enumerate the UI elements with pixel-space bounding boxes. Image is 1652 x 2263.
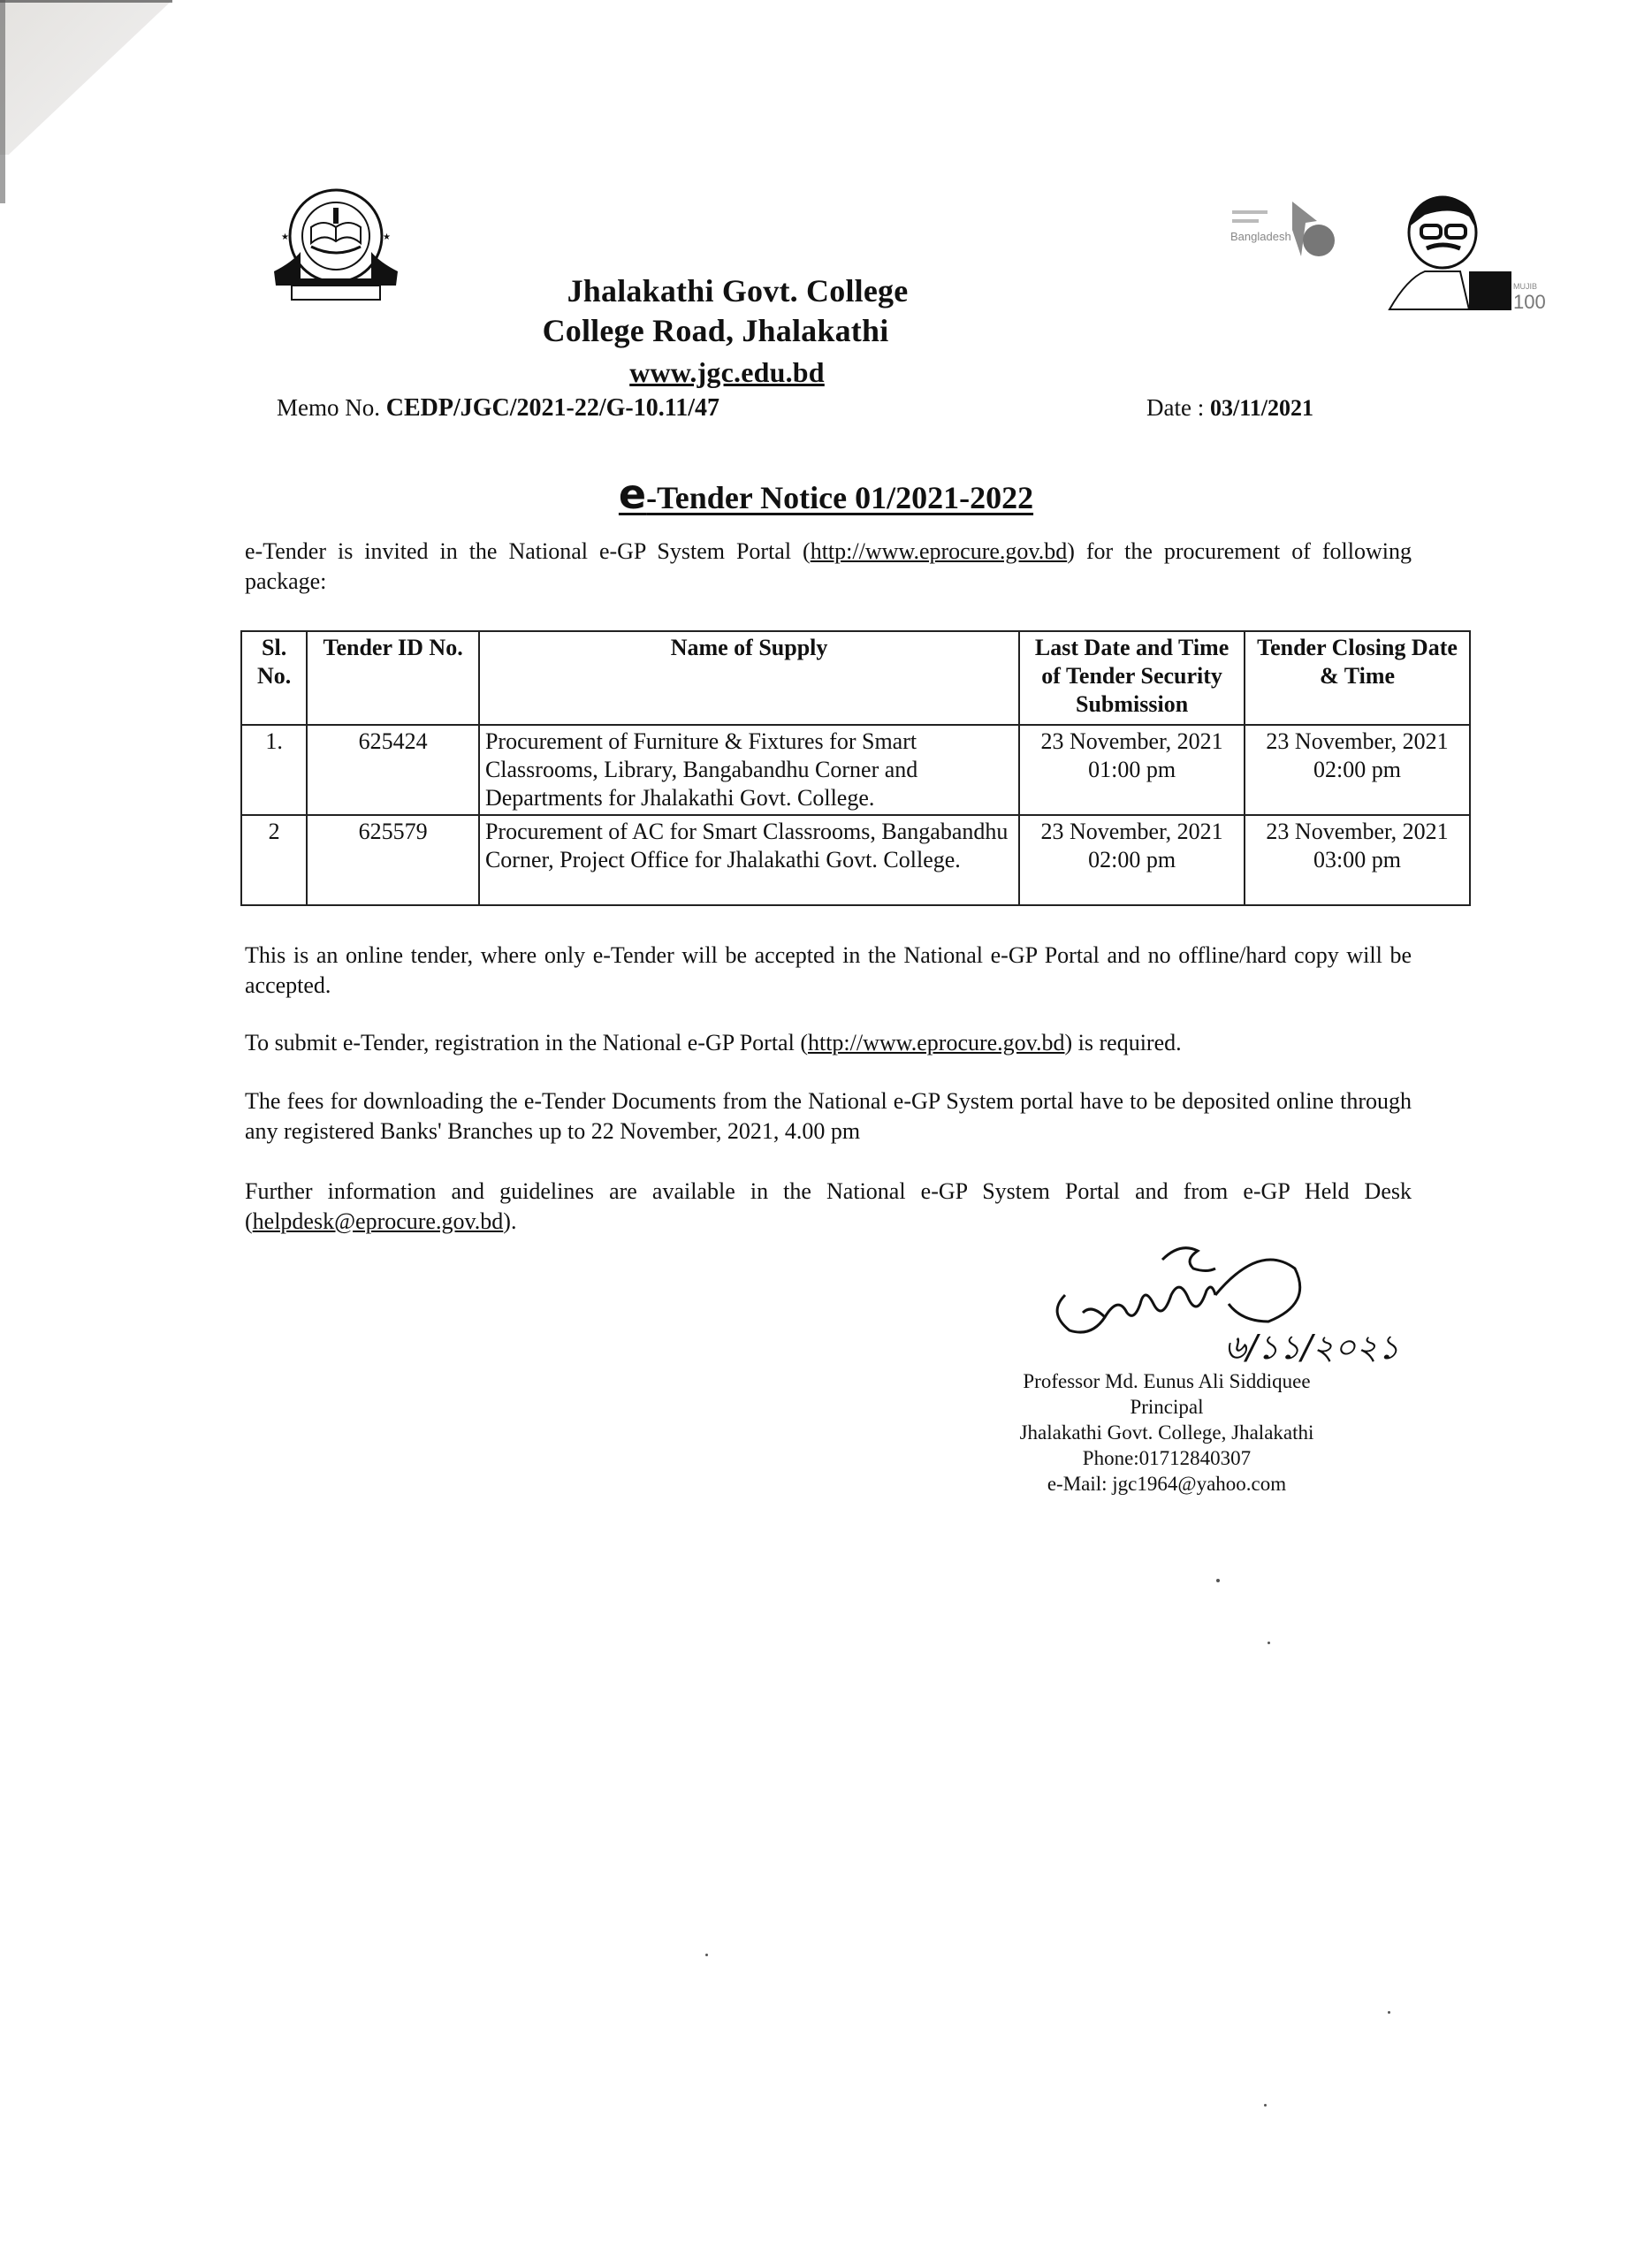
svg-text:★: ★	[383, 232, 391, 242]
bangladesh-logo-text: Bangladesh	[1230, 230, 1291, 243]
header-sl-no: Sl. No.	[241, 631, 307, 725]
cell-tender-id: 625579	[307, 815, 479, 905]
table-row	[241, 815, 1470, 905]
handwritten-date: ৬/১১/২০২১	[1224, 1328, 1400, 1367]
helpdesk-email-link[interactable]: helpdesk@eprocure.gov.bd	[252, 1208, 504, 1234]
scan-edge-left	[0, 0, 5, 203]
cell-name-of-supply: Procurement of Furniture & Fixtures for Smart Classrooms, Library, Bangabandhu Corner and Departments for Jhalakathi Govt. College.	[479, 725, 1019, 815]
date-value: 03/11/2021	[1209, 395, 1313, 421]
svg-text:MUJIB: MUJIB	[1513, 282, 1537, 291]
signatory-block	[972, 1368, 1361, 1497]
college-website-link[interactable]: www.jgc.edu.bd	[629, 356, 825, 388]
signatory-name: Professor Md. Eunus Ali Siddiquee	[1023, 1370, 1311, 1392]
closing-date: 23 November, 2021	[1266, 819, 1449, 844]
online-tender-paragraph: This is an online tender, where only e-Tender will be accepted in the National e-GP Portal and no offline/hard copy will be accepted.	[245, 942, 1412, 998]
closing-time: 02:00 pm	[1313, 757, 1401, 782]
security-time: 02:00 pm	[1088, 847, 1176, 872]
cell-tender-id: 625424	[307, 725, 479, 815]
header-tender-id: Tender ID No.	[307, 631, 479, 725]
svg-text:★: ★	[281, 232, 289, 242]
table-header-row	[241, 631, 1470, 725]
memo-date	[1146, 394, 1313, 422]
signatory-email: e-Mail: jgc1964@yahoo.com	[1047, 1473, 1287, 1495]
closing-date: 23 November, 2021	[1266, 728, 1449, 754]
cell-security-datetime	[1019, 815, 1245, 905]
page-corner-fold	[0, 0, 172, 155]
cell-security-datetime	[1019, 725, 1245, 815]
header-name-of-supply: Name of Supply	[479, 631, 1019, 725]
registration-paragraph: To submit e-Tender, registration in the National e-GP Portal (http://www.eprocure.gov.bd) is required.	[245, 1030, 1182, 1055]
cell-closing-datetime	[1245, 725, 1470, 815]
cell-sl: 1.	[241, 725, 307, 815]
cell-name-of-supply: Procurement of AC for Smart Classrooms, Bangabandhu Corner, Project Office for Jhalakathi Govt. College.	[479, 815, 1019, 905]
signatory-institution: Jhalakathi Govt. College, Jhalakathi	[1019, 1421, 1314, 1444]
cell-sl: 2	[241, 815, 307, 905]
scan-speck	[1216, 1579, 1220, 1582]
header-closing-date: Tender Closing Date & Time	[1245, 631, 1470, 725]
memo-label: Memo No.	[277, 394, 380, 421]
security-time: 01:00 pm	[1088, 757, 1176, 782]
header-security-submission: Last Date and Time of Tender Security Submission	[1019, 631, 1245, 725]
memo-value: CEDP/JGC/2021-22/G-10.11/47	[385, 394, 719, 422]
fees-paragraph: The fees for downloading the e-Tender Documents from the National e-GP System portal have to be deposited online through any registered Banks' Branches up to 22 November, 2021, 4.00 pm	[245, 1088, 1412, 1144]
scan-speck	[1264, 2104, 1267, 2107]
closing-time: 03:00 pm	[1313, 847, 1401, 872]
scan-speck	[705, 1954, 708, 1956]
bangladesh-50-logo	[1230, 194, 1341, 270]
eprocure-link[interactable]: http://www.eprocure.gov.bd	[807, 1030, 1065, 1055]
further-info-paragraph: Further information and guidelines are available in the National e-GP System Portal and from e-GP Held Desk (helpdesk@eprocure.gov.bd).	[245, 1178, 1412, 1234]
college-name: Jhalakathi Govt. College	[567, 273, 909, 309]
scan-edge-top	[0, 0, 172, 3]
notice-title: e-Tender Notice 01/2021-2022	[618, 470, 1034, 518]
scan-speck	[1268, 1642, 1270, 1644]
svg-text:100: 100	[1513, 291, 1546, 313]
handwritten-signature	[1030, 1233, 1427, 1375]
security-date: 23 November, 2021	[1040, 728, 1223, 754]
table-row	[241, 725, 1470, 815]
security-date: 23 November, 2021	[1040, 819, 1223, 844]
intro-paragraph: e-Tender is invited in the National e-GP System Portal (http://www.eprocure.gov.bd) for the procurement of following package:	[245, 538, 1412, 594]
college-address: College Road, Jhalakathi	[542, 313, 889, 348]
scan-speck	[1388, 2011, 1390, 2014]
eprocure-link[interactable]: http://www.eprocure.gov.bd	[810, 538, 1068, 564]
date-label: Date :	[1146, 394, 1205, 421]
signatory-phone: Phone:01712840307	[1082, 1447, 1252, 1469]
signatory-designation: Principal	[1130, 1396, 1204, 1418]
memo-number	[277, 394, 719, 423]
cell-closing-datetime	[1245, 815, 1470, 905]
tender-table	[240, 630, 1471, 906]
